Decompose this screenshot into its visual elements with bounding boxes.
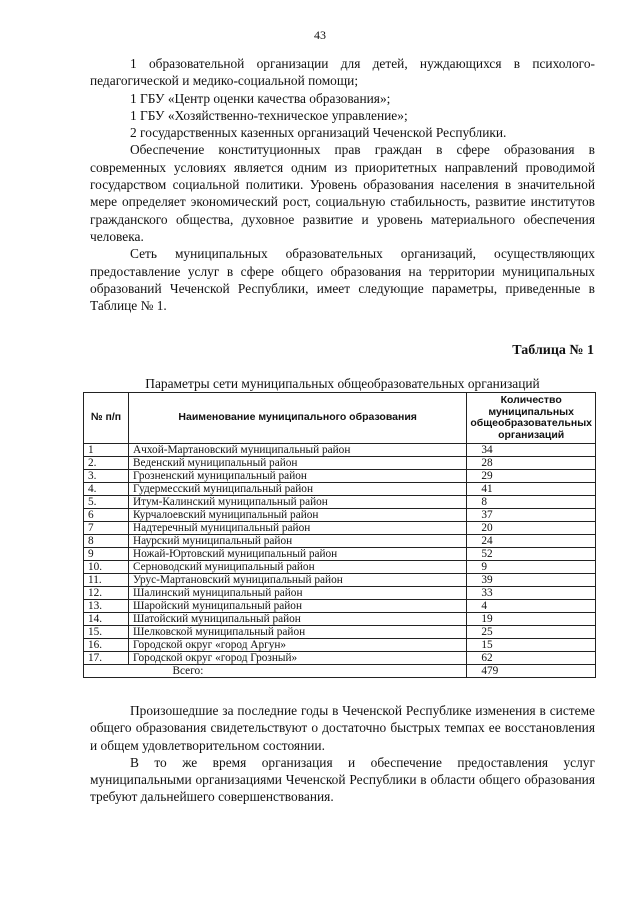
row-count: 62 — [467, 652, 596, 665]
table-caption: Параметры сети муниципальных общеобразовательных организаций — [145, 376, 540, 391]
row-num: 10. — [84, 561, 129, 574]
row-name: Итум-Калинский муниципальный район — [129, 496, 467, 509]
page-number: 43 — [314, 28, 326, 42]
closing-text — [90, 702, 595, 806]
table-header-row — [84, 393, 596, 444]
row-num: 6 — [84, 509, 129, 522]
row-num: 16. — [84, 639, 129, 652]
row-count: 39 — [467, 574, 596, 587]
row-count: 34 — [467, 444, 596, 457]
row-name: Шелковской муниципальный район — [129, 626, 467, 639]
row-num: 5. — [84, 496, 129, 509]
row-count: 24 — [467, 535, 596, 548]
schools-table — [83, 392, 596, 678]
paragraph-1: Обеспечение конституционных прав граждан в сфере образования в современных условиях является одним из приоритетных направлений проводимой государством социальной политики. Уровень образования населения в значительной мере определяет экономический рост, социальную стабильность, развитие институтов гражданского общества, духовное развитие и уровень материального обеспечения человека. — [90, 142, 595, 244]
row-count: 41 — [467, 483, 596, 496]
total-value: 479 — [467, 665, 596, 678]
table-row — [84, 457, 596, 470]
header-count: Количество муниципальных общеобразовательных организаций — [467, 393, 596, 444]
row-name: Ачхой-Мартановский муниципальный район — [129, 444, 467, 457]
table-row — [84, 600, 596, 613]
row-num: 14. — [84, 613, 129, 626]
row-num: 1 — [84, 444, 129, 457]
row-name: Ножай-Юртовский муниципальный район — [129, 548, 467, 561]
row-num: 11. — [84, 574, 129, 587]
row-count: 20 — [467, 522, 596, 535]
row-name: Городской округ «город Аргун» — [129, 639, 467, 652]
intro-line: 1 ГБУ «Хозяйственно-техническое управление»; — [130, 107, 408, 123]
row-num: 17. — [84, 652, 129, 665]
row-num: 13. — [84, 600, 129, 613]
row-name: Урус-Мартановский муниципальный район — [129, 574, 467, 587]
row-num: 8 — [84, 535, 129, 548]
row-count: 8 — [467, 496, 596, 509]
row-count: 37 — [467, 509, 596, 522]
row-count: 4 — [467, 600, 596, 613]
row-name: Гудермесский муниципальный район — [129, 483, 467, 496]
row-num: 12. — [84, 587, 129, 600]
table-row — [84, 587, 596, 600]
table-row — [84, 444, 596, 457]
table-row — [84, 496, 596, 509]
paragraph-2: Сеть муниципальных образовательных организаций, осуществляющих предоставление услуг в сфере общего образования на территории муниципальных образований Чеченской Республики, имеет следующие параметры, приведенные в Таблице № 1. — [90, 246, 595, 314]
header-num: № п/п — [84, 393, 129, 444]
total-row — [84, 665, 596, 678]
table-row — [84, 561, 596, 574]
row-name: Веденский муниципальный район — [129, 457, 467, 470]
row-num: 4. — [84, 483, 129, 496]
table-row — [84, 613, 596, 626]
total-empty-cell — [84, 665, 129, 678]
table-row — [84, 535, 596, 548]
row-num: 3. — [84, 470, 129, 483]
row-num: 7 — [84, 522, 129, 535]
row-count: 52 — [467, 548, 596, 561]
table-row — [84, 548, 596, 561]
table-row — [84, 639, 596, 652]
table-row — [84, 574, 596, 587]
table-row — [84, 470, 596, 483]
total-label: Всего: — [129, 665, 467, 678]
table-row — [84, 626, 596, 639]
header-name: Наименование муниципального образования — [129, 393, 467, 444]
row-name: Шаройский муниципальный район — [129, 600, 467, 613]
row-count: 9 — [467, 561, 596, 574]
intro-text — [90, 55, 595, 314]
row-count: 25 — [467, 626, 596, 639]
row-count: 29 — [467, 470, 596, 483]
row-count: 28 — [467, 457, 596, 470]
row-name: Наурский муниципальный район — [129, 535, 467, 548]
row-name: Серноводский муниципальный район — [129, 561, 467, 574]
table-row — [84, 522, 596, 535]
intro-line: 1 образовательной организации для детей, нуждающихся в психолого-педагогической и медико-социальной помощи; — [90, 56, 595, 89]
table-row — [84, 652, 596, 665]
row-name: Шалинский муниципальный район — [129, 587, 467, 600]
row-num: 2. — [84, 457, 129, 470]
paragraph-4: В то же время организация и обеспечение предоставления услуг муниципальными организациями Чеченской Республики в области общего образования требуют дальнейшего совершенствования. — [90, 754, 595, 805]
table-row — [84, 483, 596, 496]
row-num: 9 — [84, 548, 129, 561]
row-name: Курчалоевский муниципальный район — [129, 509, 467, 522]
intro-line: 1 ГБУ «Центр оценки качества образования»; — [130, 90, 391, 106]
table-row — [84, 509, 596, 522]
table-label: Таблица № 1 — [512, 343, 594, 358]
row-name: Грозненский муниципальный район — [129, 470, 467, 483]
paragraph-3: Произошедшие за последние годы в Чеченской Республике изменения в системе общего образования свидетельствуют о достаточно быстрых темпах ее восстановления и общем удовлетворительном состоянии. — [90, 703, 595, 753]
row-name: Городской округ «город Грозный» — [129, 652, 467, 665]
row-name: Надтеречный муниципальный район — [129, 522, 467, 535]
row-count: 33 — [467, 587, 596, 600]
row-count: 19 — [467, 613, 596, 626]
row-num: 15. — [84, 626, 129, 639]
row-name: Шатойский муниципальный район — [129, 613, 467, 626]
intro-line: 2 государственных казенных организаций Чеченской Республики. — [130, 125, 507, 141]
row-count: 15 — [467, 639, 596, 652]
